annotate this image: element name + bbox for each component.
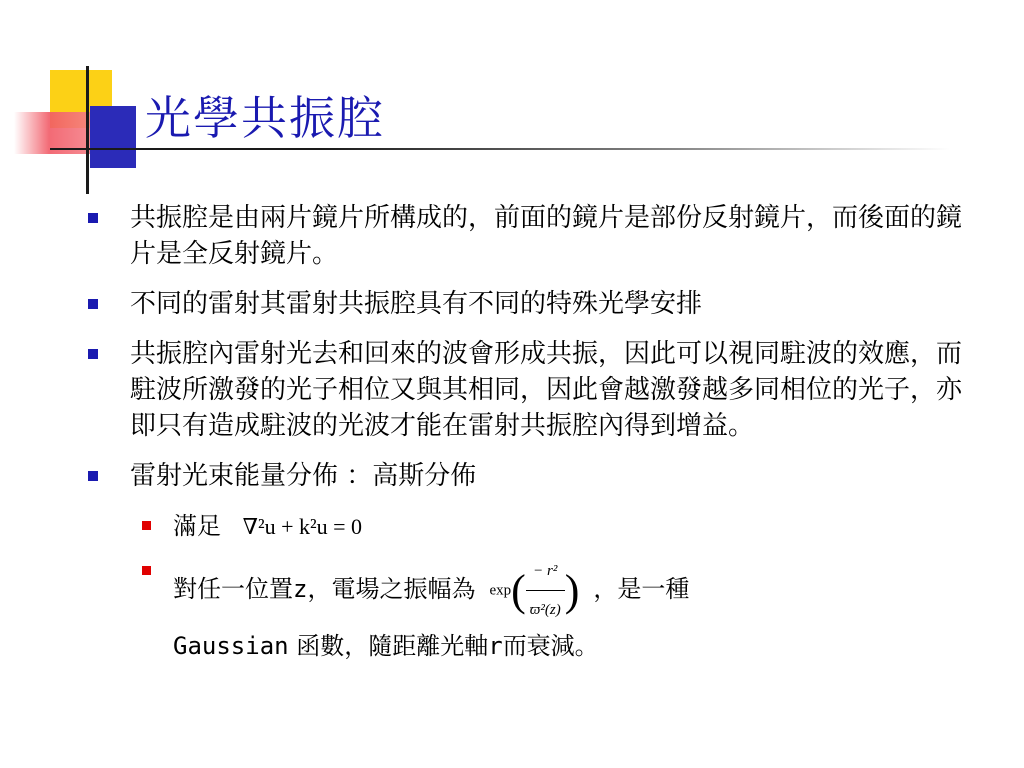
amp-prefix: 對任一位置: [173, 575, 293, 603]
sub-bullet-condition: [88, 508, 968, 545]
decor-vertical-line: [86, 66, 89, 194]
fraction-numerator: − r²: [526, 553, 565, 591]
exp-function: exp: [489, 582, 512, 599]
var-r: r: [488, 632, 503, 660]
slide-content: [88, 200, 968, 672]
sub-bullet-square-icon: [142, 566, 151, 575]
amp-var-z: z: [293, 575, 308, 603]
bullet-text: 不同的雷射其雷射共振腔具有不同的特殊光學安排: [130, 289, 703, 319]
slide-title: 光學共振腔: [145, 91, 385, 145]
title-underline: [50, 148, 950, 150]
sub-bullet-amplitude: [88, 553, 968, 664]
bullet-item: [88, 458, 968, 494]
amp-mid: ，電場之振幅為: [307, 575, 476, 603]
gaussian-word: Gaussian: [173, 632, 289, 660]
bullet-text: 共振腔內雷射光去和回來的波會形成共振，因此可以視同駐波的效應，而駐波所激發的光子相位又與其相同，因此會越激發越多同相位的光子，亦即只有造成駐波的光波才能在雷射共振腔內得到增益。: [130, 339, 963, 441]
amp-suffix: ，是一種: [593, 575, 690, 603]
sub-bullet-square-icon: [142, 521, 151, 530]
bullet-square-icon: [88, 471, 98, 481]
bullet-text: 雷射光束能量分佈 ：高斯分佈: [130, 461, 477, 491]
bullet-square-icon: [88, 213, 98, 223]
bullet-text: 共振腔是由兩片鏡片所構成的，前面的鏡片是部份反射鏡片，而後面的鏡片是全反射鏡片。: [130, 203, 963, 269]
bullet-square-icon: [88, 349, 98, 359]
bullet-item: [88, 200, 968, 272]
bullet-square-icon: [88, 299, 98, 309]
left-paren: (: [511, 565, 526, 615]
bullet-item: [88, 336, 968, 444]
right-paren: ): [564, 565, 580, 615]
condition-label: 滿足: [173, 512, 221, 540]
line2-end: 而衰減。: [502, 632, 599, 660]
decor-blue-square: [90, 106, 136, 168]
gaussian-formula: [489, 553, 579, 628]
bullet-item: [88, 286, 968, 322]
fraction: [526, 553, 565, 628]
fraction-denominator: ϖ²(z): [529, 602, 561, 618]
helmholtz-equation: ∇²u + k²u = 0: [242, 514, 363, 539]
line2-mid: 函數，隨距離光軸: [288, 632, 489, 660]
